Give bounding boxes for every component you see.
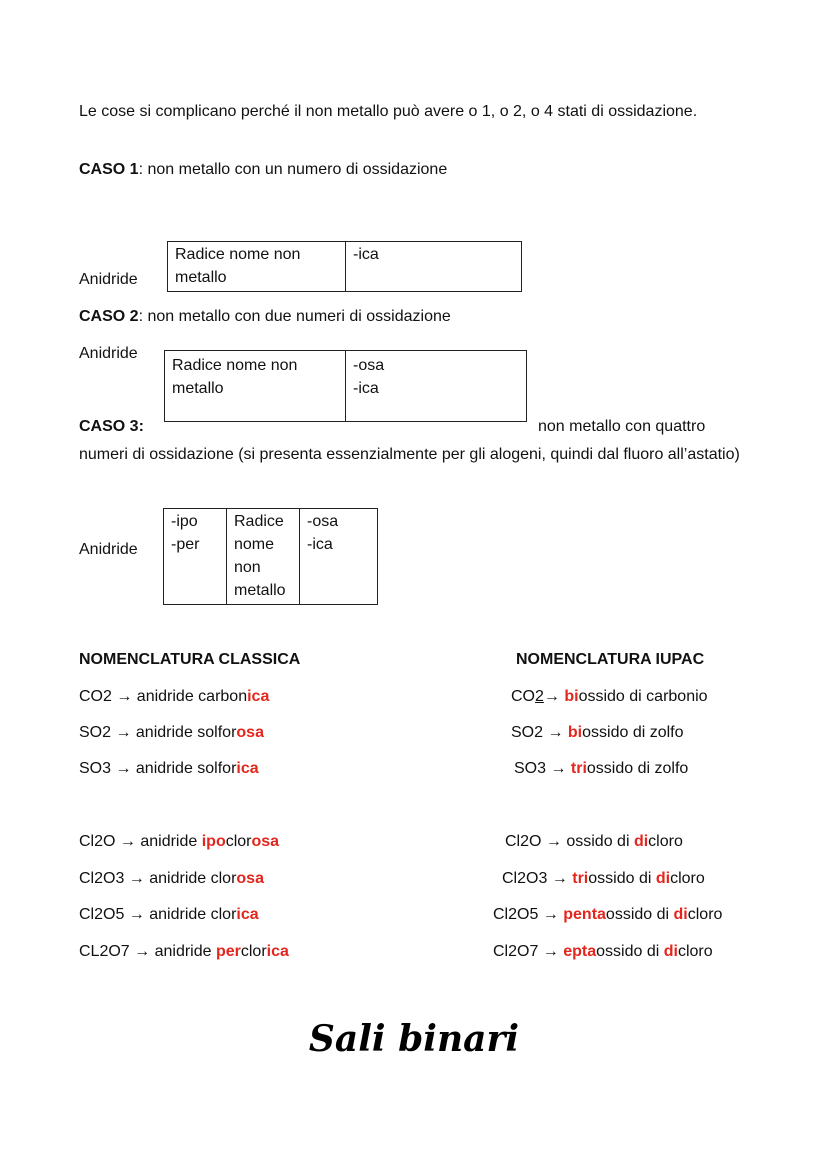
caso1-root-cell: Radice nome non metallo: [168, 242, 346, 292]
iupac-row: SO2 → biossido di zolfo: [511, 724, 684, 741]
classica-row: CO2 → anidride carbonica: [79, 688, 270, 705]
classica-row: Cl2O3 → anidride clorosa: [79, 870, 264, 887]
caso3-suffix-cell: -osa -ica: [300, 509, 378, 605]
iupac-row: SO3 → triossido di zolfo: [514, 760, 689, 777]
caso1-table: [167, 241, 522, 292]
intro-paragraph: Le cose si complicano perché il non metallo può avere o 1, o 2, o 4 stati di ossidazione.: [79, 103, 698, 120]
classica-row: Cl2O5 → anidride clorica: [79, 906, 259, 923]
classica-row: SO3 → anidride solforica: [79, 760, 259, 777]
caso2-root-cell: Radice nome non metallo: [165, 351, 346, 422]
iupac-row: Cl2O7 → eptaossido di dicloro: [493, 943, 713, 960]
section-title-sali-binari: Sali binari: [308, 1018, 520, 1060]
header-classica: NOMENCLATURA CLASSICA: [79, 651, 301, 668]
caso2-heading: CASO 2: non metallo con due numeri di ossidazione: [79, 308, 451, 325]
caso3-text-cont: numeri di ossidazione (si presenta essenzialmente per gli alogeni, quindi dal fluoro all’astatio): [79, 446, 740, 463]
caso1-heading: CASO 1: non metallo con un numero di ossidazione: [79, 161, 448, 178]
caso3-text-right: non metallo con quattro: [538, 418, 706, 435]
caso2-anidride-label: Anidride: [79, 345, 138, 362]
header-iupac: NOMENCLATURA IUPAC: [516, 651, 705, 668]
caso2-suffix-cell: -osa -ica: [346, 351, 527, 422]
classica-row: Cl2O → anidride ipoclorosa: [79, 833, 280, 850]
caso3-anidride-label: Anidride: [79, 541, 138, 558]
caso3-prefix-cell: -ipo -per: [164, 509, 227, 605]
classica-row: CL2O7 → anidride perclorica: [79, 943, 289, 960]
iupac-row: Cl2O5 → pentaossido di dicloro: [493, 906, 723, 923]
caso1-anidride-label: Anidride: [79, 271, 138, 288]
caso3-label: CASO 3:: [79, 418, 144, 435]
iupac-row: Cl2O3 → triossido di dicloro: [502, 870, 705, 887]
iupac-row: CO2→ biossido di carbonio: [511, 688, 708, 705]
caso2-table: [164, 350, 527, 422]
iupac-row: Cl2O → ossido di dicloro: [505, 833, 683, 850]
caso3-table: [163, 508, 378, 605]
caso1-suffix-cell: -ica: [346, 242, 522, 292]
caso3-root-cell: Radice nome non metallo: [227, 509, 300, 605]
classica-row: SO2 → anidride solforosa: [79, 724, 264, 741]
